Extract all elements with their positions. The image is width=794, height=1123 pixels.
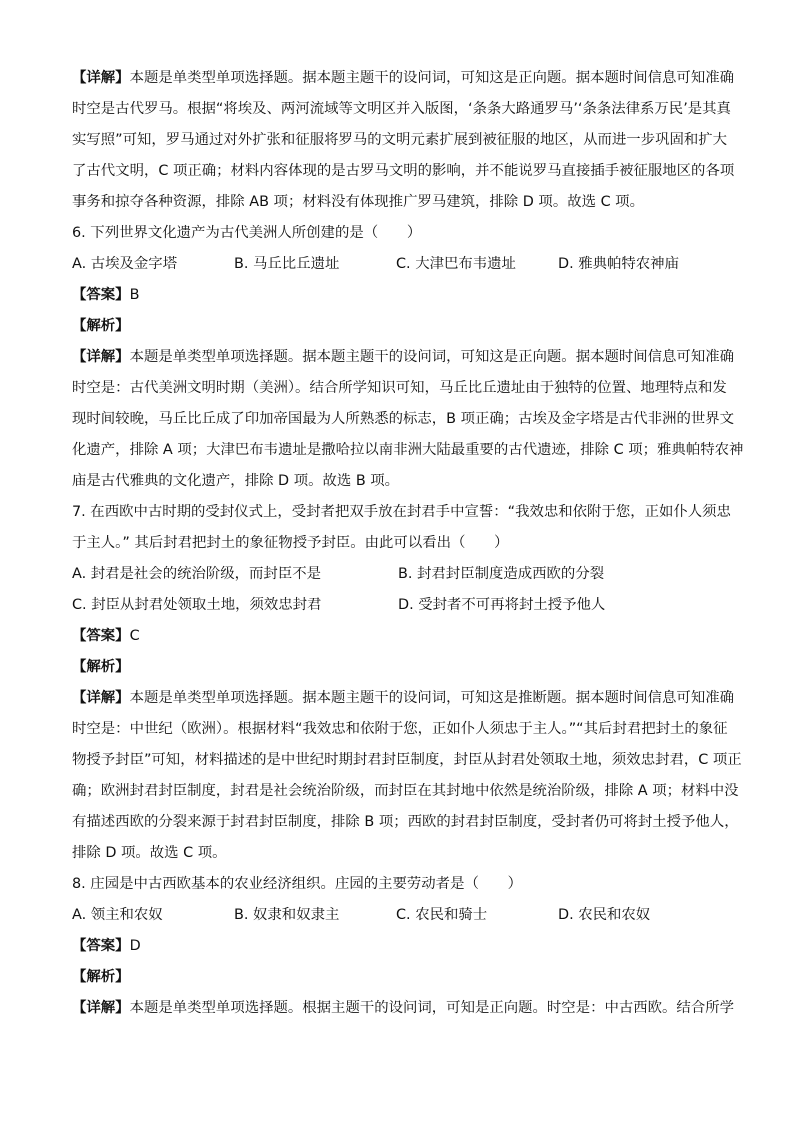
answer-tag: 【答案】 <box>72 938 130 954</box>
question-6-stem: 6. 下列世界文化遗产为古代美洲人所创建的是（ ） <box>72 225 422 241</box>
detail-line: 【详解】本题是单类型单项选择题。据本题主题干的设问词，可知这是正向题。据本题时间信息可知准确 <box>72 70 734 86</box>
detail-line: 庙是古代雅典的文化遗产，排除 D 项。故选 B 项。 <box>72 473 400 489</box>
answer-value: D <box>129 938 141 954</box>
question-7-stem: 于主人。” 其后封君把封土的象征物授予封臣。由此可以看出（ ） <box>72 535 509 551</box>
document-page <box>72 63 744 1024</box>
question-7-options <box>72 559 724 590</box>
analysis-line <box>72 962 724 993</box>
detail-line: 有描述西欧的分裂来源于封君封臣制度，排除 B 项；西欧的封君封臣制度，受封者仍可将封土授予他人， <box>72 814 739 830</box>
detail-line: 时空是：中世纪（欧洲）。根据材料“我效忠和依附于您，正如仆人须忠于主人。”“其后封君把封土的象征 <box>72 721 728 737</box>
detail-line: 现时间较晚，马丘比丘成了印加帝国最为人所熟悉的标志，B 项正确；古埃及金字塔是古代非洲的世界文 <box>72 411 735 427</box>
question-7-options <box>72 590 724 621</box>
option-d: D. 雅典帕特农神庙 <box>558 256 679 272</box>
question-7-stem: 7. 在西欧中古时期的受封仪式上，受封者把双手放在封君手中宣誓：“我效忠和依附于您，正如仆人须忠 <box>72 504 731 520</box>
analysis-line <box>72 311 724 342</box>
option-d: D. 农民和农奴 <box>558 907 651 923</box>
detail-tag: 【详解】 <box>72 349 130 365</box>
option-a: A. 封君是社会的统治阶级，而封臣不是 <box>72 566 321 582</box>
option-d: D. 受封者不可再将封土授予他人 <box>398 597 606 613</box>
detail-line: 排除 D 项。故选 C 项。 <box>72 845 227 861</box>
option-c: C. 大津巴布韦遗址 <box>396 256 516 272</box>
detail-line: 实写照”可知，罗马通过对外扩张和征服将罗马的文明元素扩展到被征服的地区，从而进一步巩固和扩大 <box>72 132 728 148</box>
detail-line: 了古代文明，C 项正确；材料内容体现的是古罗马文明的影响，并不能说罗马直接插手被征服地区的各项 <box>72 163 735 179</box>
option-c: C. 封臣从封君处领取土地，须效忠封君 <box>72 597 322 613</box>
analysis-tag: 【解析】 <box>72 659 130 675</box>
answer-line <box>72 931 724 962</box>
answer-value: B <box>129 287 140 303</box>
detail-tag: 【详解】 <box>72 70 130 86</box>
detail-line: 【详解】本题是单类型单项选择题。根据主题干的设问词，可知是正向题。时空是：中古西欧。结合所学 <box>72 1000 734 1016</box>
analysis-tag: 【解析】 <box>72 318 130 334</box>
answer-value: C <box>129 628 140 644</box>
analysis-tag: 【解析】 <box>72 969 130 985</box>
analysis-line <box>72 652 724 683</box>
detail-line: 化遗产，排除 A 项；大津巴布韦遗址是撒哈拉以南非洲大陆最重要的古代遗迹，排除 C 项；雅典帕特农神 <box>72 442 744 458</box>
answer-tag: 【答案】 <box>72 628 130 644</box>
detail-line: 物授予封臣”可知，材料描述的是中世纪时期封君封臣制度，封臣从封君处领取土地，须效忠封君，C 项正 <box>72 752 742 768</box>
option-a: A. 古埃及金字塔 <box>72 256 178 272</box>
question-6-options <box>72 249 724 280</box>
question-8-options <box>72 900 724 931</box>
question-8-stem: 8. 庄园是中古西欧基本的农业经济组织。庄园的主要劳动者是（ ） <box>72 876 523 892</box>
detail-line: 事务和掠夺各种资源，排除 AB 项；材料没有体现推广罗马建筑，排除 D 项。故选 C 项。 <box>72 194 644 210</box>
detail-line: 时空是古代罗马。根据“将埃及、两河流域等文明区并入版图，‘条条大路通罗马’‘条条法律系万民’是其真 <box>72 101 731 117</box>
option-b: B. 封君封臣制度造成西欧的分裂 <box>398 566 605 582</box>
detail-line: 【详解】本题是单类型单项选择题。据本题主题干的设问词，可知这是正向题。据本题时间信息可知准确 <box>72 349 734 365</box>
detail-tag: 【详解】 <box>72 1000 130 1016</box>
option-b: B. 马丘比丘遗址 <box>234 256 340 272</box>
answer-tag: 【答案】 <box>72 287 130 303</box>
answer-line <box>72 621 724 652</box>
detail-tag: 【详解】 <box>72 690 130 706</box>
option-a: A. 领主和农奴 <box>72 907 163 923</box>
option-b: B. 奴隶和奴隶主 <box>234 907 340 923</box>
detail-line: 确；欧洲封君封臣制度，封君是社会统治阶级，而封臣在其封地中依然是统治阶级，排除 A 项；材料中没 <box>72 783 739 799</box>
option-c: C. 农民和骑士 <box>396 907 488 923</box>
detail-line: 时空是：古代美洲文明时期（美洲）。结合所学知识可知，马丘比丘遗址由于独特的位置、地理特点和发 <box>72 380 727 396</box>
answer-line <box>72 280 724 311</box>
detail-line: 【详解】本题是单类型单项选择题。据本题主题干的设问词，可知这是推断题。据本题时间信息可知准确 <box>72 690 734 706</box>
